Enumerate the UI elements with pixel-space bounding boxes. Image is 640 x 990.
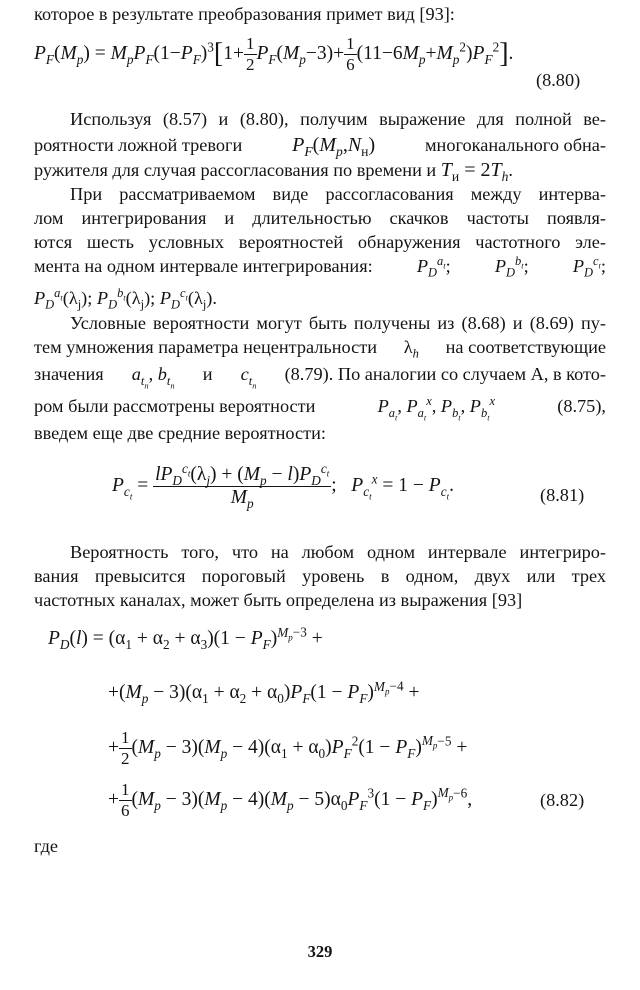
equation-number-8-80: (8.80)	[536, 70, 581, 90]
paragraph-4-line-1: Вероятность того, что на любом одном интервале интегриро-	[70, 542, 606, 562]
formula-lambda-h: $\lambda_h$	[403, 337, 419, 361]
formula-pd-ct: $P_D^{c_t}$;	[572, 253, 606, 280]
equation-8-82-line-4: + $\frac{1}{6}$ $(M_p - 3)(M_p - 4)(M_p - 5)\alpha_0P_F^3(1 - P_F)^{M_p-6}$,	[108, 780, 473, 820]
equation-8-82-line-3: + $\frac{1}{2}$ $(M_p - 3)(M_p - 4)(\alpha_1 + \alpha_0)P_F^2(1 - P_F)^{M_p-5}$ +	[108, 728, 468, 768]
paragraph-1-line-1: Используя (8.57) и (8.80), получим выражение для полной ве-	[70, 109, 606, 129]
paragraph-1-line-2: роятности ложной тревоги $P_F(M_p,N_н)$ многоканального обна-	[34, 134, 606, 159]
formula-ti-2th: $T_и = 2T_h$	[440, 159, 509, 184]
paragraph-3-line-1: Условные вероятности могут быть получены из (8.68) и (8.69) пу-	[70, 313, 606, 333]
paragraph-3-line-4: ром были рассмотрены вероятности $P_{a_t}$, $P_{a_t}^x$, $P_{b_t}$, $P_{b_t}^x$ (8.75),	[34, 393, 606, 423]
equation-number-8-81: (8.81)	[540, 485, 585, 505]
paragraph-2-line-4: мента на одном интервале интегрирования: $P_D^{a_t}$; $P_D^{b_t}$; $P_D^{c_t}$;	[34, 253, 606, 280]
equation-8-81: $P_{c_t}$ = $\frac{lP_D^{c_t}(\lambda_j) + (M_p - l)P_D^{c_t}}{M_p}$ ; $P_{c_t}^x = 1 - P_{c_t}$.	[112, 460, 454, 511]
formula-ct: $c_{t_n}$	[240, 364, 257, 391]
equation-number-8-82: (8.82)	[540, 790, 585, 810]
formula-pa-pb: $P_{a_t}$, $P_{a_t}^x$, $P_{b_t}$, $P_{b_t}^x$	[377, 393, 496, 423]
paragraph-2-line-5	[34, 286, 606, 311]
formula-pd-bt: $P_D^{b_t}$;	[494, 253, 529, 280]
formula-pd-at: $P_D^{a_t}$;	[416, 253, 451, 280]
paragraph-2-line-2: лом интегрирования и длительностью скачков частоты появля-	[34, 208, 606, 228]
paragraph-3-line-3: значения $a_{t_n}$, $b_{t_n}$ и $c_{t_n}$ (8.79). По аналогии со случаем А, в кото-	[34, 364, 606, 391]
paragraph-2-line-3: ются шесть условных вероятностей обнаружения частотного эле-	[34, 232, 606, 252]
formula-conditional-probabilities: $P_D^{a_t}(\lambda_j)$; $P_D^{b_t}(\lambda_j)$; $P_D^{c_t}(\lambda_j)$.	[34, 285, 217, 312]
where-word: где	[34, 836, 59, 856]
equation-8-82-line-1: $P_D(l) = (\alpha_1 + \alpha_2 + \alpha_3)(1 - P_F)^{M_p-3}$ +	[48, 624, 323, 652]
page-number: 329	[307, 942, 333, 961]
paragraph-3-line-2: тем умножения параметра нецентральности $\lambda_h$ на соответствующие	[34, 337, 606, 361]
equation-8-80: $P_F(M_p) = M_pP_F(1-P_F)^3[1+$ $\frac{1}{2}$ $P_F(M_p-3)+$ $\frac{1}{6}$ $(11-6M_p+M_p^2)P_F^2$].	[34, 34, 514, 74]
intro-line: которое в результате преобразования примет вид [93]:	[34, 4, 455, 24]
paragraph-4-line-3: частотных каналах, может быть определена из выражения [93]	[34, 590, 523, 610]
formula-pf-mp-nh: $P_F(M_p,N_н)$	[292, 134, 376, 159]
paragraph-2-line-1: При рассматриваемом виде рассогласования между интерва-	[70, 184, 606, 204]
paragraph-4-line-2: вания превысится пороговый уровень в одном, двух или трех	[34, 566, 606, 586]
paragraph-1-line-3: ружителя для случая рассогласования по времени и $T_и = 2T_h$.	[34, 159, 513, 184]
paragraph-3-line-5: введем еще две средние вероятности:	[34, 423, 326, 443]
formula-at-bt: $a_{t_n}$, $b_{t_n}$	[131, 364, 175, 391]
equation-8-82-line-2: $+(M_p - 3)(\alpha_1 + \alpha_2 + \alpha_0)P_F(1 - P_F)^{M_p-4}$ +	[108, 678, 420, 706]
